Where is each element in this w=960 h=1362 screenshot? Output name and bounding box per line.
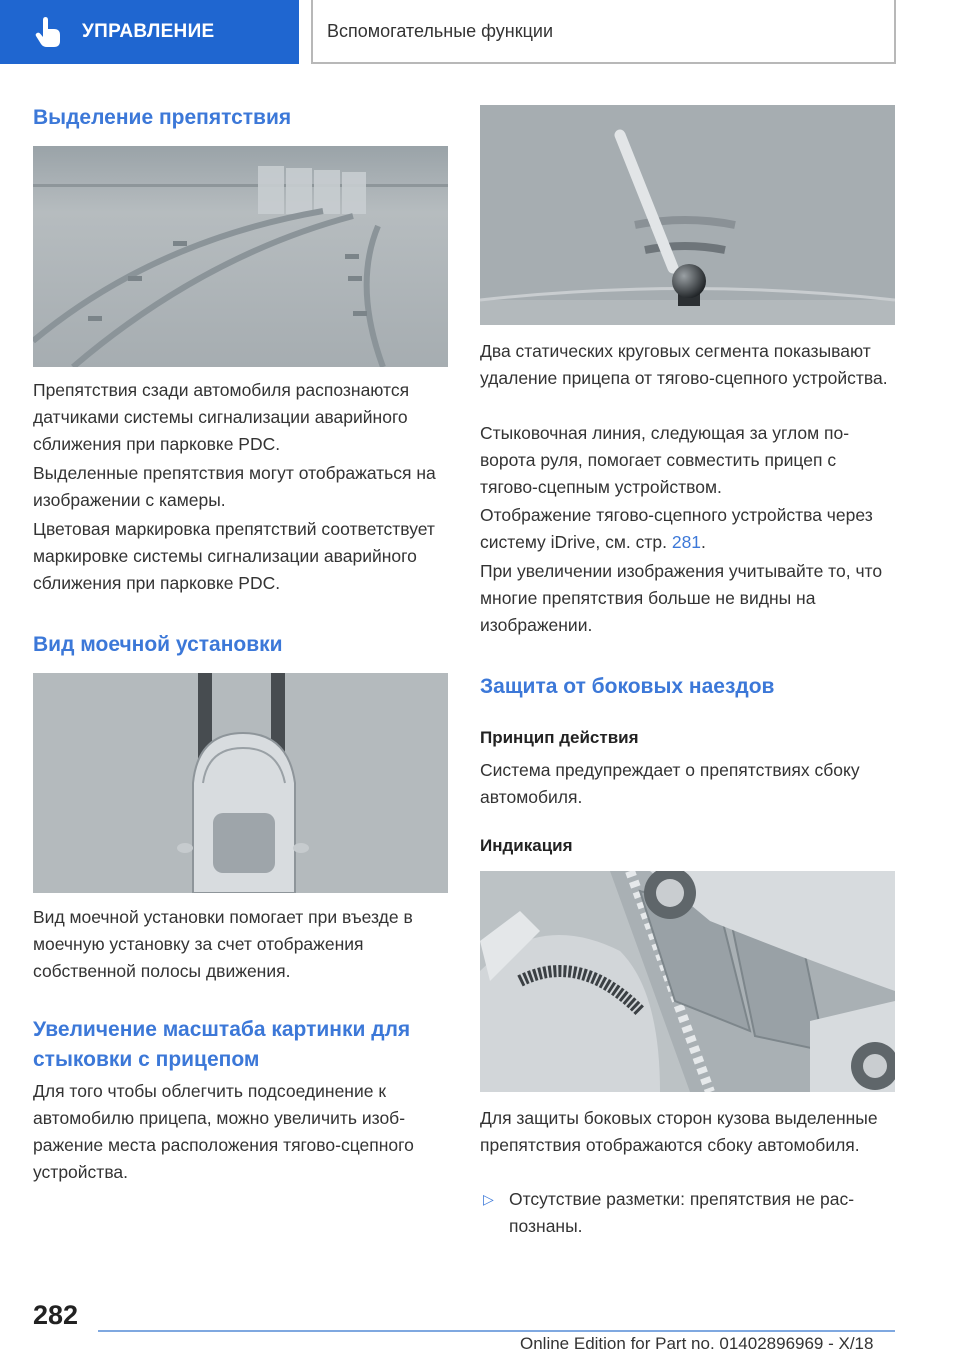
subsection-title: Вспомогательные функции — [327, 20, 554, 41]
idrive-period: . — [701, 532, 706, 552]
figure-trailer-hitch — [480, 105, 895, 325]
paragraph-docking-line: Стыковочная линия, следующая за углом поворота руля, помогает совместить прицеп с тягово-сцепным устройством. — [480, 423, 850, 497]
paragraph-trailer-zoom: Для того чтобы облегчить подсоединение к автомобилю прицепа, можно увеличить изображение места расположения тягово-сцепного устройства. — [33, 1081, 414, 1182]
figure-side-protection — [480, 871, 895, 1092]
paragraph-idrive-display — [480, 502, 895, 556]
bullet-triangle-icon: ▷ — [483, 1191, 494, 1207]
paragraph-color-marking: Цветовая маркировка препятствий соответствует маркировке системы сигнализации аварийного сближения при парковке PDC. — [33, 519, 435, 593]
paragraph-side-warning: Система предупреждает о препятствиях сбоку автомобиля. — [480, 760, 860, 807]
heading-principle: Принцип действия — [480, 728, 639, 747]
page-link-281[interactable]: 281 — [671, 532, 702, 552]
heading-car-wash-view: Вид моечной установки — [33, 633, 283, 656]
heading-obstacle-marking: Выделение препятствия — [33, 106, 292, 129]
heading-trailer-zoom: Увеличение масштаба картинки для стыковки с прицепом — [33, 1018, 411, 1071]
figure-car-wash-view — [33, 673, 448, 893]
paragraph-circle-segments: Два статических круговых сегмента показывают удаление прицепа от тягово-сцепного устройства. — [480, 341, 888, 388]
idrive-text: Отображение тягово-сцепного устройства через систему iDrive, см. стр. — [480, 505, 873, 552]
footer-divider — [98, 1330, 895, 1332]
footer-edition: Online Edition for Part no. 01402896969 - X/18 — [520, 1334, 874, 1353]
figure-obstacle-marking — [33, 146, 448, 367]
paragraph-camera-display: Выделенные препятствия могут отображаться на изображении с камеры. — [33, 463, 436, 510]
subsection-box — [311, 0, 896, 64]
section-title: УПРАВЛЕНИЕ — [82, 21, 215, 42]
bullet-no-marking: Отсутствие разметки: препятствия не распознаны. — [509, 1189, 855, 1236]
paragraph-pdc-sensors: Препятствия сзади автомобиля распознаются датчиками системы сигнализации аварийного сближения при парковке PDC. — [33, 380, 410, 454]
paragraph-side-highlight: Для защиты боковых сторон кузова выделенные препятствия отображаются сбоку автомобиля. — [480, 1108, 878, 1155]
section-tab — [0, 0, 299, 64]
paragraph-zoom-warning: При увеличении изображения учитывайте то, что многие препятствия больше не видны на изображении. — [480, 561, 883, 635]
hand-pointer-icon — [34, 17, 62, 47]
heading-indication: Индикация — [480, 836, 573, 855]
paragraph-car-wash: Вид моечной установки помогает при въезде в моечную установку за счет отображения собственной полосы движения. — [33, 907, 413, 981]
heading-side-protection: Защита от боковых наездов — [480, 675, 775, 698]
page-number: 282 — [33, 1300, 79, 1330]
